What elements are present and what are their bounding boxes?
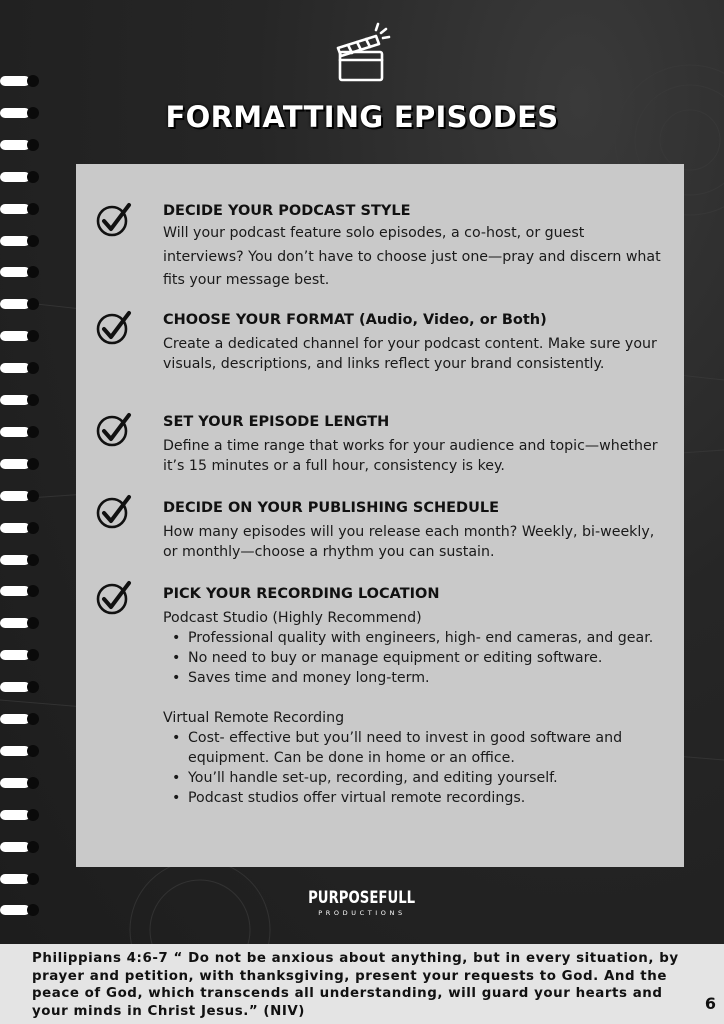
page-title: FORMATTING EPISODES (165, 100, 559, 134)
item-description: Create a dedicated channel for your podcast content. Make sure your visuals, descriptions, and links reflect your brand consistently. (163, 336, 657, 372)
item-body (163, 436, 668, 476)
bullet-point: • Saves time and money long-term. (188, 668, 668, 688)
studio-points (163, 628, 668, 688)
logo-subtitle: PRODUCTIONS (318, 909, 406, 917)
brand-logo (0, 888, 724, 917)
binding-ring (0, 297, 40, 311)
binding-ring (0, 776, 40, 790)
item-title: CHOOSE YOUR FORMAT (Audio, Video, or Both) (163, 312, 547, 328)
checkmark-circle-icon (96, 494, 132, 530)
item-title: SET YOUR EPISODE LENGTH (163, 414, 390, 430)
clapperboard-icon (330, 22, 394, 86)
studio-heading: Podcast Studio (Highly Recommend) (163, 610, 422, 626)
binding-ring (0, 265, 40, 279)
binding-ring (0, 680, 40, 694)
binding-ring (0, 393, 40, 407)
binding-ring (0, 872, 40, 886)
logo-wordmark: PURPOSEFULL (308, 888, 416, 908)
binding-ring (0, 74, 40, 88)
binding-ring (0, 712, 40, 726)
binding-ring (0, 202, 40, 216)
binding-ring (0, 840, 40, 854)
binding-ring (0, 808, 40, 822)
checkmark-circle-icon (96, 412, 132, 448)
remote-heading: Virtual Remote Recording (163, 710, 345, 726)
bullet-point: • You’ll handle set-up, recording, and editing yourself. (188, 768, 668, 788)
bullet-point: • Cost- effective but you’ll need to invest in good software and equipment. Can be done in home or an office. (188, 728, 668, 768)
bullet-point: • Podcast studios offer virtual remote recordings. (188, 788, 668, 808)
checkmark-circle-icon (96, 580, 132, 616)
item-title: DECIDE ON YOUR PUBLISHING SCHEDULE (163, 500, 499, 516)
footer (0, 944, 724, 1024)
binding-ring (0, 361, 40, 375)
binding-ring (0, 138, 40, 152)
binding-ring (0, 234, 40, 248)
binding-ring (0, 489, 40, 503)
scripture-verse: Philippians 4:6-7 “ Do not be anxious about anything, but in every situation, by prayer and petition, with thanksgiving, present your requests to God. And the peace of God, which transcends all understanding, will guard your hearts and your minds in Christ Jesus.” (NIV) (32, 951, 679, 1019)
binding-ring (0, 584, 40, 598)
binding-ring (0, 329, 40, 343)
item-body (163, 522, 668, 562)
binding-ring (0, 744, 40, 758)
item-title: DECIDE YOUR PODCAST STYLE (163, 203, 411, 219)
checkmark-circle-icon (96, 310, 132, 346)
item-title: PICK YOUR RECORDING LOCATION (163, 586, 440, 602)
binding-ring (0, 521, 40, 535)
binding-ring (0, 616, 40, 630)
content-card (76, 164, 684, 867)
remote-points (163, 728, 668, 808)
bullet-point: • No need to buy or manage equipment or editing software. (188, 648, 668, 668)
binding-ring (0, 170, 40, 184)
item-description: Define a time range that works for your audience and topic—whether it’s 15 minutes or a full hour, consistency is key. (163, 438, 658, 474)
item-description: Will your podcast feature solo episodes, a co-host, or guest interviews? You don’t have to choose just one—pray and discern what fits your message best. (163, 225, 661, 288)
item-body (163, 608, 668, 808)
item-body (163, 222, 668, 293)
binding-ring (0, 425, 40, 439)
checkmark-circle-icon (96, 202, 132, 238)
item-body (163, 334, 668, 374)
binding-ring (0, 648, 40, 662)
item-description: How many episodes will you release each month? Weekly, bi-weekly, or monthly—choose a rhythm you can sustain. (163, 524, 655, 560)
page-number: 6 (704, 994, 716, 1013)
binding-ring (0, 457, 40, 471)
binding-ring (0, 553, 40, 567)
bullet-point: • Professional quality with engineers, high- end cameras, and gear. (188, 628, 668, 648)
